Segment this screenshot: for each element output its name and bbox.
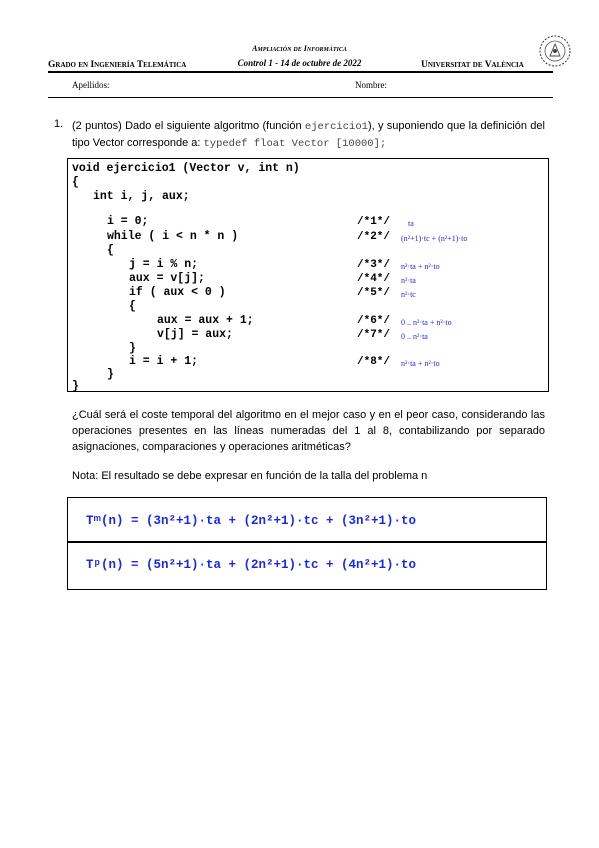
code-line: { bbox=[107, 244, 114, 257]
question-statement: (2 puntos) Dado el siguiente algoritmo (función ejercicio1), y suponiendo que la definición del tipo Vector corresponde a: typedef float Vector [10000]; bbox=[72, 120, 545, 150]
line-marker: /*1*/ bbox=[357, 216, 391, 228]
code-line: i = i + 1; bbox=[129, 355, 199, 368]
cost-annotation: n²·tc bbox=[401, 290, 416, 299]
cost-annotation: n²·ta + n²·to bbox=[401, 359, 440, 368]
code-line: { bbox=[129, 300, 136, 313]
question-number: 1. bbox=[54, 118, 64, 130]
line-marker: /*8*/ bbox=[357, 356, 391, 368]
code-line: if ( aux < 0 ) bbox=[129, 286, 226, 299]
code-line: } bbox=[107, 368, 114, 381]
code-line: while ( i < n * n ) bbox=[107, 230, 239, 243]
note-text: Nota: El resultado se debe expresar en función de la talla del problema n bbox=[72, 470, 428, 482]
cost-annotation: 0 .. n²·ta + n²·to bbox=[401, 318, 452, 327]
cost-annotation: (n²+1)·tc + (n²+1)·to bbox=[401, 234, 468, 243]
best-case-answer-box bbox=[67, 497, 547, 543]
code-line: aux = aux + 1; bbox=[157, 314, 254, 327]
cost-annotation: ta bbox=[408, 219, 414, 228]
exam-title: Control 1 - 14 de octubre de 2022 bbox=[237, 58, 362, 68]
cost-annotation: n²·ta + n²·to bbox=[401, 262, 440, 271]
code-line: } bbox=[129, 342, 136, 355]
cost-annotation: n²·ta bbox=[401, 276, 416, 285]
code-line: } bbox=[72, 380, 79, 393]
name-label: Nombre: bbox=[355, 80, 387, 90]
question-paragraph: ¿Cuál será el coste temporal del algoritmo en el mejor caso y en el peor caso, considerando las operaciones presentes en las líneas numeradas del 1 al 8, contabilizando por separado asignaciones, comparaciones y operaciones aritméticas? bbox=[72, 409, 545, 453]
worst-case-formula: Tᵖ(n) = (5n²+1)·ta + (2n²+1)·tc + (4n²+1)·to bbox=[86, 558, 417, 572]
line-marker: /*5*/ bbox=[357, 287, 391, 299]
code-listing bbox=[67, 158, 549, 392]
code-line: void ejercicio1 (Vector v, int n) bbox=[72, 162, 300, 175]
typedef-code: typedef float Vector [10000]; bbox=[203, 138, 387, 150]
degree-name: Grado en Ingeniería Telemática bbox=[48, 60, 187, 70]
code-line: { bbox=[72, 176, 79, 189]
line-marker: /*2*/ bbox=[357, 231, 391, 243]
line-marker: /*4*/ bbox=[357, 273, 391, 285]
line-marker: /*3*/ bbox=[357, 259, 391, 271]
subject-name: Ampliación de Informática bbox=[252, 44, 347, 53]
header-rule bbox=[48, 71, 553, 73]
line-marker: /*7*/ bbox=[357, 329, 391, 341]
code-line: j = i % n; bbox=[129, 258, 199, 271]
code-line: int i, j, aux; bbox=[93, 190, 190, 203]
function-name: ejercicio1 bbox=[304, 121, 368, 133]
best-case-formula: Tᵐ(n) = (3n²+1)·ta + (2n²+1)·tc + (3n²+1)·to bbox=[86, 514, 417, 528]
code-line: v[j] = aux; bbox=[157, 328, 233, 341]
code-line: i = 0; bbox=[107, 215, 149, 228]
surname-label: Apellidos: bbox=[72, 80, 110, 90]
university-seal-icon bbox=[538, 34, 572, 68]
cost-annotation: 0 .. n²·ta bbox=[401, 332, 428, 341]
code-line: aux = v[j]; bbox=[129, 272, 205, 285]
fields-rule bbox=[48, 97, 553, 98]
university-name: Universitat de València bbox=[421, 60, 524, 70]
worst-case-answer-box bbox=[67, 541, 547, 590]
line-marker: /*6*/ bbox=[357, 315, 391, 327]
